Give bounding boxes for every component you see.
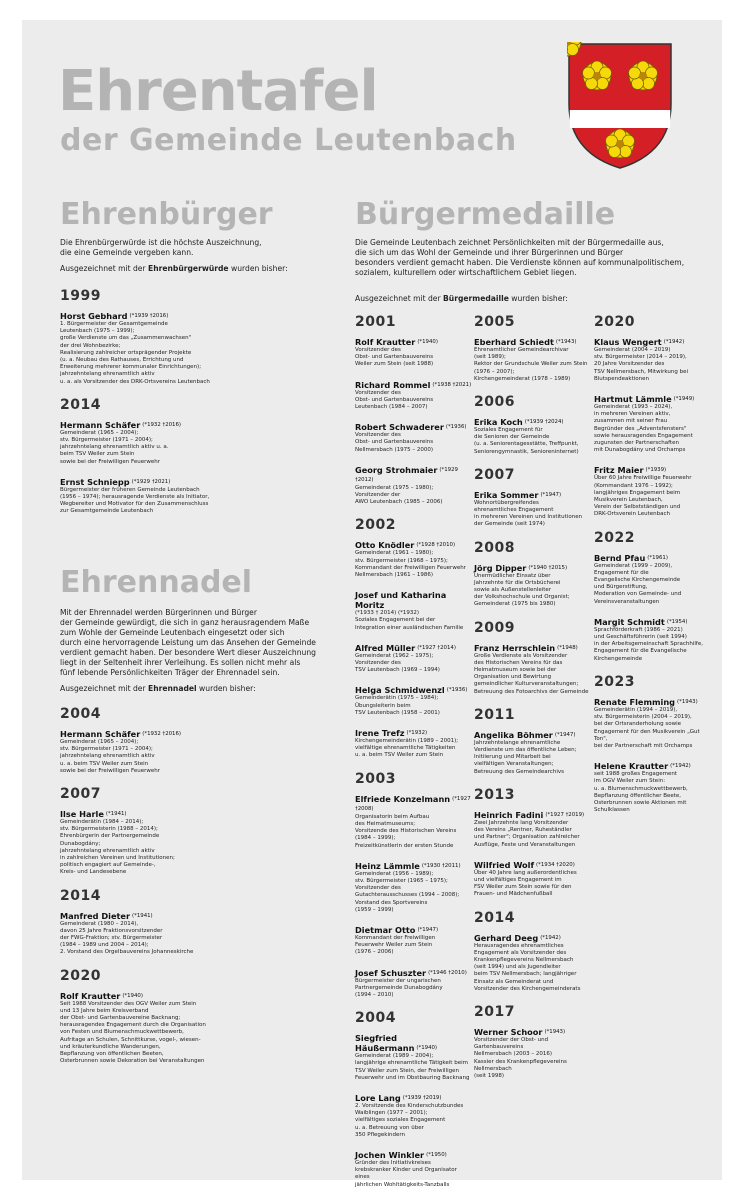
honoree-name bbox=[355, 794, 473, 814]
honoree-lifespan: (*1943) bbox=[544, 1028, 566, 1035]
year-block bbox=[474, 707, 596, 776]
honoree-name-text: Elfriede Konzelmann bbox=[355, 793, 451, 804]
honoree-entry bbox=[474, 563, 596, 609]
honoree-lifespan: (*1947) bbox=[540, 491, 562, 498]
honoree-lifespan: (*1954) bbox=[666, 618, 688, 625]
honoree-name-text: Franz Herrschlein bbox=[474, 642, 556, 653]
honoree-name bbox=[594, 465, 712, 475]
year-heading: 2004 bbox=[60, 706, 101, 722]
honoree-entry bbox=[355, 465, 473, 507]
honoree-name bbox=[474, 860, 596, 870]
honoree-name bbox=[594, 697, 712, 707]
honoree-name bbox=[355, 1093, 473, 1103]
honoree-lifespan: (*1947) bbox=[554, 731, 576, 738]
honoree-lifespan: (*1938 †2021) bbox=[432, 381, 472, 388]
awarded-suffix: wurden bisher: bbox=[196, 684, 256, 693]
ehrennadel-title: Ehrennadel bbox=[60, 565, 253, 600]
honoree-description: Ehrenamtlicher Gemeindearchivar (seit 1989); Rektor der Grundschule Weiler zum Stein (1976 – 2007); Kirchengemeinderat (1978 – 1989) bbox=[474, 347, 588, 382]
honoree-name-text: Angelika Böhmer bbox=[474, 729, 553, 740]
ehrennadel-intro: Mit der Ehrennadel werden Bürgerinnen und Bürger der Gemeinde gewürdigt, die sich in ganz herausragendem Maße zum Wohle der Gemeinde Leutenbach eingesetzt oder sich durch eine hervorragende Leistung um das Ansehen der Gemeinde verdient gemacht haben. Der besondere Wert dieser Auszeichnung liegt in der Seltenheit ihrer Verleihung. Es sollen nicht mehr als fünf lebende Persönlichkeiten Träger der Ehrennadel sein. bbox=[60, 608, 316, 677]
honoree-name-text: Klaus Wengert bbox=[594, 337, 662, 347]
honoree-name-text: Margit Schmidt bbox=[594, 616, 665, 627]
honoree-name bbox=[355, 685, 473, 695]
page-subtitle: der Gemeinde Leutenbach bbox=[60, 123, 517, 158]
year-block bbox=[474, 910, 596, 993]
honoree-name bbox=[355, 1150, 473, 1160]
year-block bbox=[474, 394, 596, 456]
honoree-lifespan: (*1940) bbox=[416, 1045, 438, 1052]
honoree-lifespan: (*1932 †2016) bbox=[142, 421, 182, 428]
honoree-lifespan: (*1927 †2008) bbox=[355, 795, 471, 812]
honoree-name-text: Horst Gebhard bbox=[60, 311, 128, 321]
honoree-lifespan: (*1942) bbox=[670, 763, 691, 770]
honoree-lifespan: (*1930 †2011) bbox=[421, 862, 461, 869]
year-heading: 2013 bbox=[474, 786, 515, 803]
year-block bbox=[474, 787, 596, 899]
honoree-description: Gemeinderat (1975 – 1980); Vorsitzender der AWO Leutenbach (1985 – 2006) bbox=[355, 484, 443, 506]
honoree-name bbox=[60, 729, 340, 739]
year-heading: 2004 bbox=[355, 1010, 396, 1027]
honoree-name bbox=[474, 810, 596, 820]
honoree-name bbox=[594, 394, 712, 404]
honoree-name-text: Renate Flemming bbox=[594, 696, 676, 707]
honoree-entry bbox=[594, 394, 712, 454]
honoree-lifespan: (*1928 †2010) bbox=[416, 542, 456, 549]
year-heading: 2011 bbox=[474, 706, 515, 723]
honoree-name bbox=[355, 861, 473, 871]
honoree-description: Kirchengemeinderätin (1989 – 2001); vielfältige ehrenamtliche Tätigkeiten u. a. beim TSV Weiler zum Stein bbox=[355, 738, 459, 759]
honoree-name-text: Hartmut Lämmle bbox=[594, 394, 672, 405]
honoree-lifespan: (*1941) bbox=[132, 912, 153, 919]
honoree-name bbox=[474, 1027, 596, 1037]
awarded-prefix: Ausgezeichnet mit der bbox=[60, 684, 149, 693]
honoree-description: Soziales Engagement für die Senioren der Gemeinde (u. a. Seniorentagesstätte, Treffpunkt, Seniorengymnastik, Senioreninternet) bbox=[474, 427, 579, 455]
honoree-lifespan: (*1927 †2019) bbox=[545, 811, 585, 818]
honoree-lifespan: (*1932) bbox=[406, 730, 428, 737]
year-block bbox=[474, 620, 596, 696]
honoree-name-text: Manfred Dieter bbox=[60, 910, 131, 921]
honoree-entry bbox=[474, 417, 596, 456]
honoree-name bbox=[60, 477, 340, 487]
honoree-lifespan: (*1932 †2016) bbox=[142, 731, 182, 737]
medaille-column-1 bbox=[355, 314, 473, 1200]
honoree-name bbox=[594, 553, 712, 563]
year-block bbox=[355, 314, 473, 506]
honoree-name-text: Irene Trefz bbox=[355, 728, 405, 739]
honoree-description: Bürgermeister der ungarischen Partnergemeinde Dunabogdány (1994 – 2010) bbox=[355, 977, 443, 998]
year-heading: 2020 bbox=[60, 967, 101, 984]
year-heading: 2009 bbox=[474, 619, 515, 636]
year-block bbox=[355, 771, 473, 999]
honoree-name bbox=[60, 420, 340, 430]
honoree-entry bbox=[355, 337, 473, 369]
honoree-description: seit 1988 großes Engagement im OGV Weiler zum Stein: u. a. Blumenschmuckwettbewerb, Bepflanzung öffentlicher Beete, Osterbrunnen sowie Aktionen mit Schulklassen bbox=[594, 771, 688, 814]
awarded-prefix: Ausgezeichnet mit der bbox=[355, 294, 444, 303]
honoree-name bbox=[474, 933, 596, 943]
honoree-lifespan: (*1942) bbox=[663, 339, 685, 345]
honoree-name bbox=[355, 380, 473, 390]
honoree-description: Vorsitzender des Obst- und Gartenbauvereins Weiler zum Stein (seit 1988) bbox=[355, 347, 434, 368]
honoree-description: Gemeinderat (1993 – 2024), in mehreren Vereinen aktiv, zusammen mit seiner Frau Begründer des „Adventsfensters" sowie herausragendes Engagement zugunsten der Partnerschaften mit Dunabogdány und Orchamps bbox=[594, 404, 693, 454]
year-heading: 2014 bbox=[60, 887, 101, 904]
page-title: Ehrentafel bbox=[58, 59, 378, 124]
honoree-description: Gemeinderat (1980 – 2014), davon 25 Jahre Fraktionsvorsitzender der FWG-Fraktion; stv. Bürgermeister (1984 – 1989 und 2004 – 2014); 2. Vorstand des Orgelbauvereins Johanneskirche bbox=[60, 920, 194, 956]
honoree-lifespan: (*1929 †2012) bbox=[355, 466, 458, 483]
honoree-name-text: Lore Lang bbox=[355, 1092, 401, 1103]
honoree-description: Seit 1988 Vorsitzender des OGV Weiler zum Stein und 13 Jahre beim Kreisverband der Obst- und Gartenbauvereine Backnang; herausragendes Engagement durch die Organisation von Festen und Blumenschmuckwettbewerb, Aufritage an Schulen, Schnittkurse, vogel-, wiesen- und kräuterkundliche Wanderungen, Bepflanzung von öffentlichen Beeten, Osterbrunnen sowie Dekoration bei Veranstaltungen bbox=[60, 1000, 206, 1065]
honoree-entry bbox=[60, 991, 340, 1066]
honoree-entry bbox=[594, 465, 712, 518]
honoree-entry bbox=[594, 337, 712, 383]
year-block bbox=[474, 540, 596, 609]
honoree-entry bbox=[60, 729, 340, 775]
honoree-lifespan: (*1943) bbox=[555, 339, 577, 345]
honoree-name bbox=[474, 490, 596, 500]
honoree-entry bbox=[355, 685, 473, 717]
honoree-lifespan: (*1943) bbox=[677, 698, 698, 705]
awarded-bold: Ehrenbürgerwürde bbox=[148, 264, 229, 273]
honoree-entry bbox=[355, 968, 473, 1000]
year-heading: 1999 bbox=[60, 288, 101, 304]
honoree-description: Gründer des Initiativkreises krebskranker Kinder und Organisator eines jährlichen Wohltätigkeits-Tanzballs bbox=[355, 1159, 457, 1188]
honoree-name-text: Georg Strohmaier bbox=[355, 464, 438, 475]
year-heading: 2007 bbox=[60, 786, 101, 803]
honoree-name-text: Eberhard Schiedt bbox=[474, 337, 554, 347]
year-heading: 2005 bbox=[474, 314, 515, 330]
honoree-name-text: Otto Knödler bbox=[355, 540, 415, 551]
year-heading: 2017 bbox=[474, 1003, 515, 1020]
honoree-name bbox=[474, 730, 596, 740]
year-heading: 2014 bbox=[60, 396, 101, 413]
honoree-name bbox=[60, 809, 340, 819]
honoree-name-text: Helga Schmidwenzl bbox=[355, 685, 445, 696]
honoree-lifespan: (*1927 †2014) bbox=[417, 644, 456, 651]
year-heading: 2022 bbox=[594, 529, 635, 546]
honoree-lifespan: (*1941) bbox=[105, 811, 127, 818]
year-block bbox=[594, 674, 712, 814]
honoree-description: Gemeinderat (1989 – 2004); langjährige ehrenamtliche Tätigkeit beim TSV Weiler zum Stein, der Freiwilligen Feuerwehr und im Obstbauring Backnang bbox=[355, 1053, 470, 1081]
medaille-awarded bbox=[355, 294, 568, 304]
honoree-name-text: Josef und Katharina Moritz bbox=[355, 590, 447, 611]
honoree-entry bbox=[355, 1093, 473, 1139]
honoree-entry bbox=[60, 809, 340, 877]
honoree-name bbox=[355, 337, 473, 347]
medaille-column-2 bbox=[474, 314, 596, 1091]
honoree-entry bbox=[594, 761, 712, 814]
ehrennadel-awarded bbox=[60, 684, 256, 694]
honoree-name-text: Robert Schwaderer bbox=[355, 422, 444, 433]
honoree-name-text: Ernst Schniepp bbox=[60, 476, 130, 487]
honoree-name-text: Alfred Müller bbox=[355, 642, 416, 653]
honoree-entry bbox=[355, 540, 473, 579]
honoree-entry bbox=[355, 422, 473, 454]
honoree-name bbox=[474, 337, 596, 347]
honoree-lifespan: (*1942) bbox=[540, 934, 561, 941]
honoree-description: (*1933 † 2014) (*1932) Soziales Engagement bei der Integration einer ausländischen Familie bbox=[355, 610, 464, 631]
year-heading: 2014 bbox=[474, 909, 515, 926]
honoree-entry bbox=[355, 590, 473, 632]
year-heading: 2006 bbox=[474, 394, 515, 411]
honoree-name-text: Jochen Winkler bbox=[355, 1149, 425, 1160]
honoree-lifespan: (*1934 †2020) bbox=[536, 861, 575, 868]
honoree-description: Über 40 Jahre lang außerordentliches und vielfältiges Engagement im FSV Weiler zum Stein sowie für den Frauen- und Mädchenfußball bbox=[474, 869, 577, 898]
honoree-description: Vorsitzender des Obst- und Gartenbauvereins Nellmersbach (1975 – 2000) bbox=[355, 432, 434, 453]
honoree-description: Gemeinderat (1956 – 1989); stv. Bürgermeister (1965 – 1975); Vorsitzender des Gutachterausschusses (1994 – 2008); Vorstand des Sportvereins (1959 – 1999) bbox=[355, 870, 460, 913]
honoree-name-text: Dietmar Otto bbox=[355, 924, 416, 935]
honoree-entry bbox=[355, 794, 473, 850]
honoree-description: Über 60 Jahre Freiwillige Feuerwehr (Kommandant 1976 – 1992); langjähriges Engagement beim Musikverein Leutenbach, Verein der Selbstständigen und DRK-Ortsverein Leutenbach bbox=[594, 475, 692, 518]
honoree-entry bbox=[474, 337, 596, 383]
honoree-name bbox=[474, 417, 596, 427]
ehrenbuerger-awarded bbox=[60, 264, 288, 274]
honoree-description: Sprachförderkraft (1986 – 2021) und Geschäftsführerin (seit 1994) in der Arbeitsgemeinschaft Sprachhilfe, Engagement für die Evangelische Kirchengemeinde bbox=[594, 626, 703, 662]
honoree-entry bbox=[594, 553, 712, 606]
honoree-name bbox=[594, 617, 712, 627]
honoree-entry bbox=[355, 380, 473, 412]
honoree-lifespan: (*1961) bbox=[647, 554, 668, 561]
honoree-name-text: Jörg Dipper bbox=[474, 562, 527, 573]
honoree-description: Zwei Jahrzehnte lang Vorsitzender des Vereins „Rentner, Ruheständler und Partner"; Organisation zahlreicher Ausflüge, Feste und Veranstaltungen bbox=[474, 819, 580, 848]
year-block bbox=[60, 397, 340, 516]
honoree-entry bbox=[355, 925, 473, 957]
year-block bbox=[474, 467, 596, 529]
honoree-entry bbox=[474, 643, 596, 696]
honoree-name bbox=[594, 337, 712, 347]
honoree-name-text: Bernd Pfau bbox=[594, 552, 646, 563]
honoree-description: Unermüdlicher Einsatz über Jahrzehnte für die Ortsbücherei sowie als Außenstellenleiter der Volkshochschule und Organist; Gemeinderat (1975 bis 1980) bbox=[474, 572, 570, 608]
honoree-lifespan: (*1948) bbox=[557, 644, 578, 651]
honoree-entry bbox=[355, 728, 473, 760]
honoree-description: Gemeinderätin (1975 – 1984); Übungsleiterin beim TSV Leutenbach (1958 – 2001) bbox=[355, 695, 440, 716]
honoree-entry bbox=[594, 617, 712, 663]
honoree-description: Gemeinderat (1962 – 1975); Vorsitzender des TSV Leutenbach (1969 – 1994) bbox=[355, 652, 440, 674]
honoree-entry bbox=[474, 730, 596, 776]
awarded-bold: Ehrennadel bbox=[148, 684, 197, 693]
honoree-entry bbox=[474, 810, 596, 849]
medaille-title: Bürgermedaille bbox=[355, 197, 616, 232]
honoree-entry bbox=[474, 933, 596, 993]
year-block bbox=[60, 968, 340, 1066]
honoree-description: Gemeinderat (1961 – 1980); stv. Bürgermeister (1968 – 1975); Kommandant der Freiwilligen Feuerwehr Nellmersbach (1961 – 1986) bbox=[355, 550, 466, 579]
ehrenbuerger-intro: Die Ehrenbürgerwürde ist die höchste Auszeichnung, die eine Gemeinde vergeben kann. bbox=[60, 238, 262, 257]
honoree-name-text: Richard Rommel bbox=[355, 379, 431, 390]
honoree-lifespan: (*1939 †2024) bbox=[524, 419, 564, 426]
awarded-suffix: wurden bisher: bbox=[228, 264, 288, 273]
year-block bbox=[594, 314, 712, 519]
honoree-name-text: Josef Schuszter bbox=[355, 967, 427, 978]
honoree-name-text: Hermann Schäfer bbox=[60, 729, 141, 739]
year-heading: 2001 bbox=[355, 314, 396, 330]
honoree-name bbox=[60, 311, 340, 321]
honoree-lifespan: (*1936) bbox=[445, 424, 467, 431]
honoree-lifespan: (*1946 †2010) bbox=[428, 969, 467, 976]
honoree-name-text: Fritz Maier bbox=[594, 465, 644, 476]
honoree-description: 2. Vorsitzende des Kinderschutzbundes Waiblingen (1977 – 2001); vielfältiges soziales Engagement u. a. Betreuung von über 350 Pflegekindern bbox=[355, 1102, 464, 1138]
ehrennadel-list bbox=[60, 706, 340, 1076]
honoree-name-text: Ilse Harle bbox=[60, 809, 104, 820]
year-heading: 2008 bbox=[474, 539, 515, 556]
honoree-lifespan: (*1929 †2021) bbox=[131, 478, 171, 485]
honoree-entry bbox=[60, 477, 340, 516]
honoree-lifespan: (*1949) bbox=[673, 396, 695, 403]
honoree-name-text: Hermann Schäfer bbox=[60, 419, 141, 430]
honoree-entry bbox=[355, 1150, 473, 1189]
honoree-name-text: Siegfried Häußermann bbox=[355, 1033, 415, 1054]
honoree-name bbox=[474, 563, 596, 573]
honoree-description: Gemeinderätin (1994 – 2019), stv. Bürgermeisterin (2004 – 2019), bei der Ortsranderholung sowie Engagement für den Musikverein „Gut Ton", bei der Partnerschaft mit Orchamps bbox=[594, 706, 700, 749]
coat-of-arms-icon bbox=[567, 42, 673, 170]
honoree-name bbox=[474, 643, 596, 653]
honoree-name bbox=[355, 728, 473, 738]
honoree-description: Wohnortübergreifendes ehrenamtliches Engagement in mehreren Vereinen und Institutionen der Gemeinde (seit 1974) bbox=[474, 499, 583, 528]
honoree-name-text: Rolf Krautter bbox=[355, 337, 416, 347]
year-block bbox=[474, 314, 596, 383]
honoree-lifespan: (*1940 †2015) bbox=[528, 564, 568, 571]
year-heading: 2007 bbox=[474, 466, 515, 483]
honoree-name bbox=[60, 991, 340, 1001]
medaille-column-3 bbox=[594, 314, 712, 825]
honoree-description: Organisatorin beim Aufbau des Heimatmuseums; Vorsitzende des Historischen Vereins (1984 – 1999); Freizeitkünstlerin der ersten Stunde bbox=[355, 813, 457, 849]
honoree-entry bbox=[594, 697, 712, 750]
honoree-entry bbox=[355, 643, 473, 675]
honoree-lifespan: (*1936) bbox=[446, 687, 468, 694]
honoree-name bbox=[355, 925, 473, 935]
honoree-name bbox=[355, 1033, 473, 1053]
year-heading: 2020 bbox=[594, 314, 635, 330]
honoree-lifespan: (*1940) bbox=[122, 992, 143, 999]
honoree-name-text: Gerhard Deeg bbox=[474, 932, 539, 943]
awarded-prefix: Ausgezeichnet mit der bbox=[60, 264, 149, 273]
year-block bbox=[474, 1004, 596, 1080]
honoree-name-text: Wilfried Wolf bbox=[474, 859, 535, 870]
honoree-lifespan: (*1947) bbox=[417, 926, 439, 933]
honoree-entry bbox=[60, 311, 340, 386]
year-block bbox=[60, 706, 340, 775]
awarded-bold: Bürgermedaille bbox=[443, 294, 509, 303]
honoree-name bbox=[355, 968, 473, 978]
ehrenbuerger-title: Ehrenbürger bbox=[60, 197, 273, 232]
honoree-description: Gemeinderat (2004 – 2019) stv. Bürgermeister (2014 – 2019), 20 Jahre Vorsitzender des TSV Nellmersbach, Mitwirkung bei Blutspendeaktionen bbox=[594, 347, 688, 382]
honoree-entry bbox=[355, 1033, 473, 1082]
honoree-description: Bürgermeister der früheren Gemeinde Leutenbach (1956 – 1974); herausragende Verdienste als Initiator, Wegbereiter und Motivator für den Zusammenschluss zur Gesamtgemeinde Leutenbach bbox=[60, 486, 210, 515]
ehrenbuerger-list bbox=[60, 288, 340, 527]
honoree-description: Vorsitzender der Obst- und Gartenbauvereins Nellmersbach (2003 – 2016) Kassier des Krankenpflegevereins Nellmersbach (seit 1998) bbox=[474, 1036, 567, 1079]
year-heading: 2003 bbox=[355, 770, 396, 787]
honoree-description: Herausragendes ehrenamtliches Engagement als Vorsitzender des Krankenpflegevereins Nellmersbach (seit 1994) und als Jugendleiter beim TSV Nellmersbach; langjähriger Einsatz als Gemeinderat und Vorsitzender des Kirchengemeinderats bbox=[474, 942, 581, 992]
honoree-entry bbox=[355, 861, 473, 914]
honoree-name bbox=[355, 422, 473, 432]
honoree-name bbox=[355, 643, 473, 653]
honoree-description: 1. Bürgermeister der Gesamtgemeinde Leutenbach (1975 – 1999); große Verdienste um das „Zusammenwachsen" der drei Wohnbezirke; Realisierung zahlreicher ortsprägender Projekte (u. a. Neubau des Rathauses, Errichtung und Erweiterung mehrerer kommunaler Einrichtungen); jahrzehntelang ehrenamtlich aktiv u. a. als Vorsitzender des DRK-Ortsvereins Leutenbach bbox=[60, 321, 210, 385]
year-block bbox=[60, 888, 340, 957]
honoree-lifespan: (*1939) bbox=[645, 467, 667, 474]
honoree-description: Gemeinderat (1965 – 2004); stv. Bürgermeister (1971 – 2004); jahrzehntelang ehrenamtlich aktiv u. a. beim TSV Weiler zum Stein sowie bei der Freiwilligen Feuerwehr bbox=[60, 429, 169, 465]
honoree-name-text: Rolf Krautter bbox=[60, 990, 121, 1001]
honoree-lifespan: (*1940) bbox=[417, 339, 438, 345]
honoree-name bbox=[355, 540, 473, 550]
honor-board bbox=[22, 20, 722, 1188]
year-heading: 2002 bbox=[355, 517, 396, 534]
honoree-name bbox=[355, 465, 473, 485]
honoree-description: Jahrzehntelange ehrenamtliche Verdienste um das öffentliche Leben; Initiierung und Mitarbeit bei vielfältigen Veranstaltungen; Betreuung des Gemeindearchivs bbox=[474, 739, 577, 775]
honoree-entry bbox=[474, 1027, 596, 1080]
honoree-lifespan: (*1939 †2019) bbox=[402, 1094, 442, 1101]
awarded-suffix: wurden bisher: bbox=[508, 294, 568, 303]
honoree-name-text: Helene Krautter bbox=[594, 761, 669, 772]
honoree-name bbox=[355, 590, 473, 610]
year-block bbox=[60, 288, 340, 386]
year-heading: 2023 bbox=[594, 673, 635, 690]
honoree-description: Gemeinderätin (1984 – 2014); stv. Bürgermeisterin (1988 – 2014); Ehrenbürgerin der Partnergemeinde Dunabogdány; jahrzehntelang ehrenamtlich aktiv in zahlreichen Vereinen und Institutionen; politisch engagiert auf Gemeinde-, Kreis- und Landesebene bbox=[60, 819, 175, 876]
honoree-name bbox=[594, 761, 712, 771]
honoree-name-text: Heinz Lämmle bbox=[355, 860, 420, 871]
honoree-entry bbox=[474, 860, 596, 899]
honoree-lifespan: (*1950) bbox=[426, 1151, 447, 1158]
honoree-description: Große Verdienste als Vorsitzender des Historischen Vereins für das Heimatmuseum sowie bei der Organisation und Bewirtung gemeindlicher Kulturveranstaltungen; Betreuung des Fotoarchivs der Gemeinde bbox=[474, 652, 589, 695]
year-block bbox=[594, 530, 712, 663]
honoree-name bbox=[60, 911, 340, 921]
honoree-name-text: Erika Koch bbox=[474, 417, 523, 428]
medaille-intro: Die Gemeinde Leutenbach zeichnet Persönlichkeiten mit der Bürgermedaille aus, die sich um das Wohl der Gemeinde und ihrer Bürgerinnen und Bürger besonders verdient gemacht haben. Die Verdienste können auf kommunalpolitischem, sozialem, kulturellem oder wirtschaftlichem Gebiet liegen. bbox=[355, 238, 685, 277]
year-block bbox=[60, 786, 340, 877]
honoree-description: Vorsitzender des Obst- und Gartenbauvereins Leutenbach (1984 – 2007) bbox=[355, 389, 434, 411]
honoree-description: Gemeinderat (1999 – 2009), Engagement für die Evangelische Kirchengemeinde und Bürgerstiftung, Moderation von Gemeinde- und Vereinsveranstaltungen bbox=[594, 562, 682, 605]
honoree-name-text: Erika Sommer bbox=[474, 489, 539, 500]
honoree-description: Kommandant der Freiwilligen Feuerwehr Weiler zum Stein (1976 – 2006) bbox=[355, 934, 436, 956]
honoree-entry bbox=[60, 911, 340, 957]
honoree-name-text: Heinrich Fadini bbox=[474, 809, 544, 820]
honoree-description: Gemeinderat (1965 – 2004); stv. Bürgermeister (1971 – 2004); jahrzehntelang ehrenamtlich aktiv u. a. beim TSV Weiler zum Stein sowie bei der Freiwilligen Feuerwehr bbox=[60, 739, 160, 774]
honoree-entry bbox=[60, 420, 340, 466]
honoree-lifespan: (*1939 †2016) bbox=[129, 313, 169, 319]
honoree-name-text: Werner Schoor bbox=[474, 1026, 543, 1037]
year-block bbox=[355, 517, 473, 759]
year-block bbox=[355, 1010, 473, 1189]
honoree-entry bbox=[474, 490, 596, 529]
